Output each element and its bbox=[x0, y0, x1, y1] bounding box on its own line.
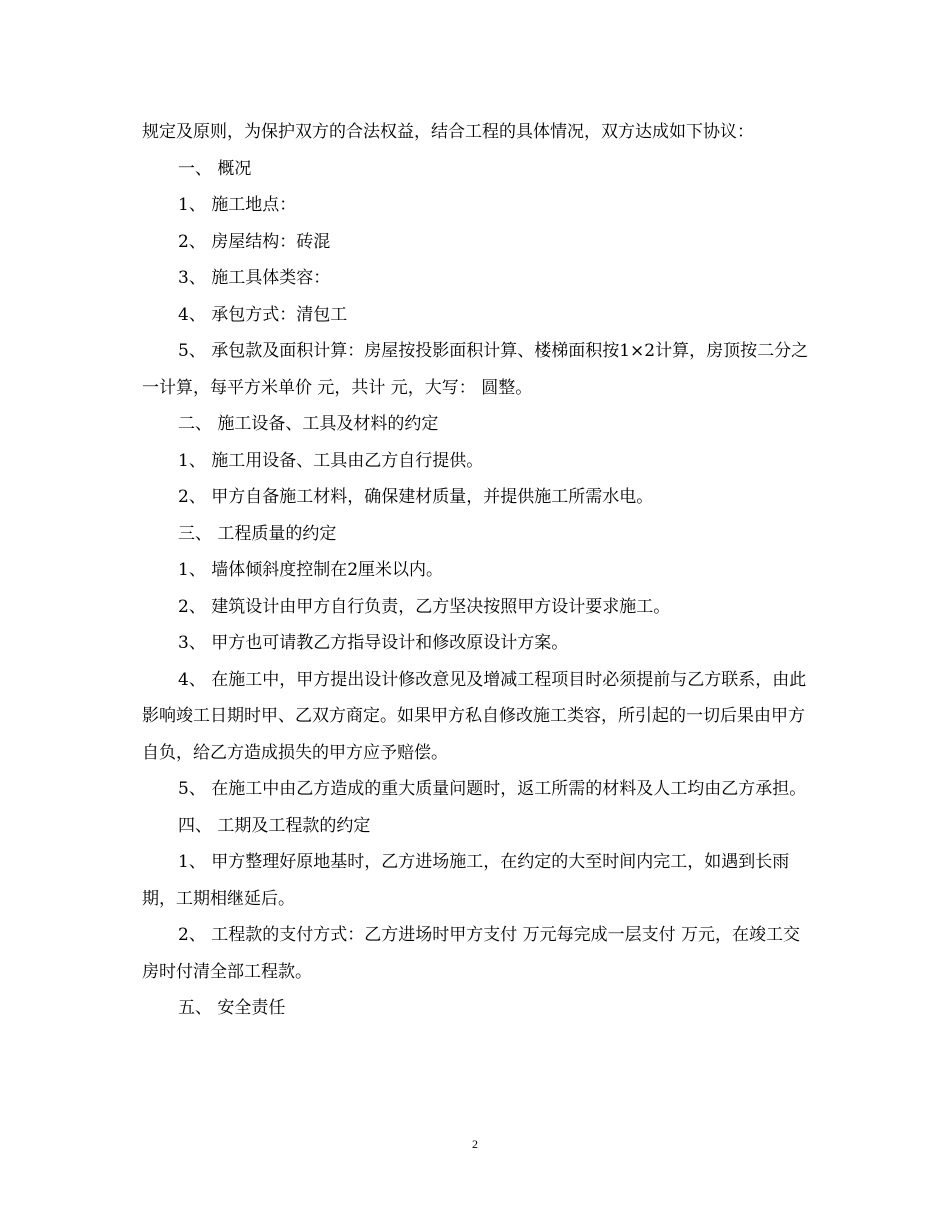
list-item: 3、 施工具体类容： bbox=[178, 268, 331, 288]
section-heading-safety: 五、 安全责任 bbox=[178, 998, 286, 1018]
section-heading-quality: 三、 工程质量的约定 bbox=[178, 523, 337, 544]
section-heading-equipment: 二、 施工设备、工具及材料的约定 bbox=[178, 414, 439, 434]
page-number: 2 bbox=[472, 1137, 478, 1151]
list-item: 5、 承包款及面积计算：房屋按投影面积计算、楼梯面积按1×2计算，房顶按二分之一计算，每平方米单价 元，共计 元，大写： 圆整。 bbox=[142, 341, 809, 398]
list-item: 2、 甲方自备施工材料，确保建材质量，并提供施工所需水电。 bbox=[178, 487, 654, 507]
list-item: 2、 建筑设计由甲方自行负责，乙方坚决按照甲方设计要求施工。 bbox=[178, 596, 671, 617]
list-item: 2、 工程款的支付方式：乙方进场时甲方支付 万元每完成一层支付 万元，在竣工交房时付清全部工程款。 bbox=[142, 925, 801, 982]
list-item: 2、 房屋结构：砖混 bbox=[178, 231, 331, 252]
list-item: 1、 施工地点： bbox=[178, 195, 297, 215]
list-item: 1、 墙体倾斜度控制在2厘米以内。 bbox=[178, 560, 444, 580]
list-item: 1、 施工用设备、工具由乙方自行提供。 bbox=[178, 450, 484, 471]
list-item: 3、 甲方也可请教乙方指导设计和修改原设计方案。 bbox=[178, 633, 569, 653]
paragraph-intro: 规定及原则，为保护双方的合法权益，结合工程的具体情况，双方达成如下协议： bbox=[142, 122, 754, 142]
section-heading-overview: 一、 概况 bbox=[178, 158, 252, 179]
document-body bbox=[142, 114, 810, 1027]
list-item: 4、 在施工中，甲方提出设计修改意见及增减工程项目时必须提前与乙方联系，由此影响竣工日期时甲、乙双方商定。如果甲方私自修改施工类容，所引起的一切后果由甲方自负，给乙方造成损失的甲方应予赔偿。 bbox=[142, 669, 807, 763]
list-item: 5、 在施工中由乙方造成的重大质量问题时，返工所需的材料及人工均由乙方承担。 bbox=[178, 779, 807, 799]
section-heading-schedule: 四、 工期及工程款的约定 bbox=[178, 815, 371, 836]
list-item: 4、 承包方式：清包工 bbox=[178, 304, 348, 325]
list-item: 1、 甲方整理好原地基时，乙方进场施工，在约定的大至时间内完工，如遇到长雨期，工期相继延后。 bbox=[142, 852, 790, 909]
